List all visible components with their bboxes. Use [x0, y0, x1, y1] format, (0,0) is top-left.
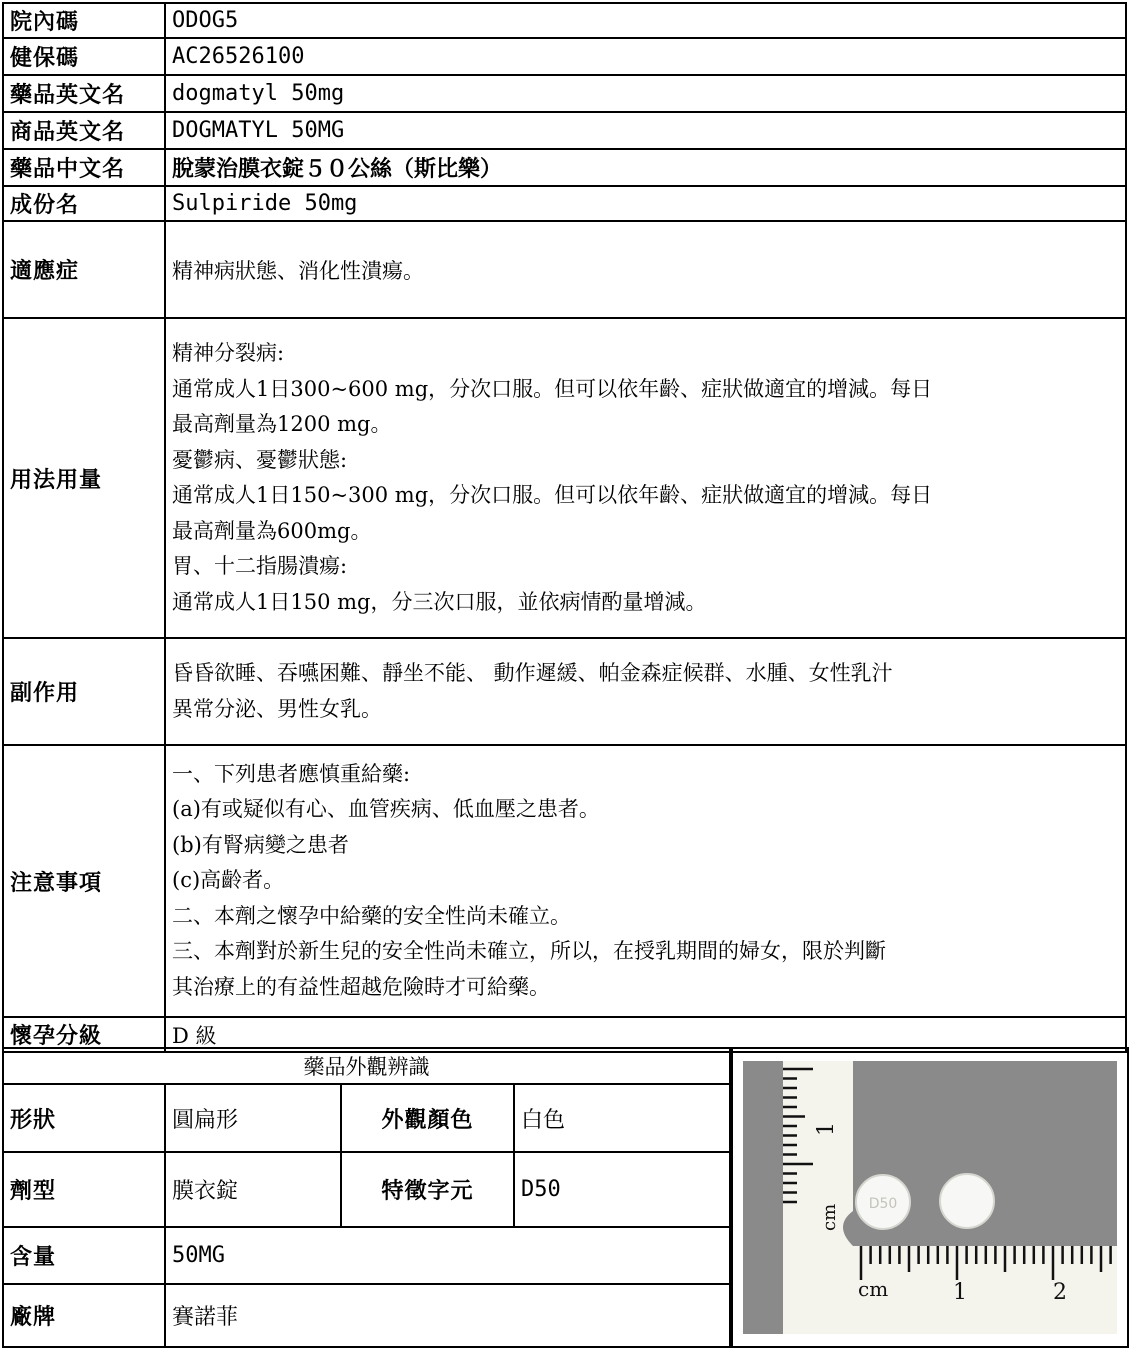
- product-english-name-label: 商品英文名: [3, 112, 165, 149]
- tablet-back: [940, 1174, 994, 1228]
- dosage-form-value: 膜衣錠: [165, 1152, 341, 1227]
- precautions-line: 二、本劑之懷孕中給藥的安全性尚未確立。: [172, 903, 571, 928]
- dosage-line: 通常成人1日150~300 mg，分次口服。但可以依年齡、症狀做適宜的增減。每日: [172, 483, 933, 507]
- ruler-horizontal-mark-1: 1: [953, 1280, 967, 1305]
- row-indication: [3, 221, 1126, 318]
- drug-english-name-label: 藥品英文名: [3, 75, 165, 112]
- ruler-vertical-unit: cm: [819, 1203, 840, 1231]
- color-label: 外觀顏色: [341, 1084, 514, 1152]
- precautions-line: 其治療上的有益性超越危險時才可給藥。: [172, 974, 550, 999]
- row-form-imprint: [3, 1152, 730, 1227]
- hospital-code-label: 院內碼: [3, 3, 165, 38]
- hospital-code-value: ODOG5: [165, 3, 1126, 38]
- drug-info-table: [2, 2, 1127, 1053]
- strength-label: 含量: [3, 1227, 165, 1284]
- precautions-line: (c)高齡者。: [172, 868, 285, 893]
- dosage-line: 通常成人1日150 mg，分三次口服，並依病情酌量增減。: [172, 589, 707, 614]
- row-drug-chinese-name: [3, 149, 1126, 186]
- side-effects-text: [165, 638, 1126, 745]
- row-nhi-code: [3, 38, 1126, 75]
- row-hospital-code: [3, 3, 1126, 38]
- imprint-value: D50: [514, 1152, 730, 1227]
- pill-photo: [743, 1061, 1117, 1334]
- indication-label: 適應症: [3, 221, 165, 318]
- precautions-line: (a)有或疑似有心、血管疾病、低血壓之患者。: [172, 797, 600, 822]
- shape-value: 圓扁形: [165, 1084, 341, 1152]
- precautions-line: 三、本劑對於新生兒的安全性尚未確立，所以，在授乳期間的婦女，限於判斷: [172, 939, 886, 964]
- appearance-table: [2, 1047, 731, 1348]
- dosage-label: 用法用量: [3, 318, 165, 638]
- row-ingredient: [3, 186, 1126, 221]
- ruler-vertical-mark: 1: [814, 1122, 839, 1136]
- row-brand: [3, 1284, 730, 1347]
- dosage-line: 最高劑量為600mg。: [172, 518, 372, 543]
- ruler-horizontal-unit: cm: [858, 1277, 889, 1301]
- imprint-label: 特徵字元: [341, 1152, 514, 1227]
- tablet-imprint: D50: [868, 1196, 898, 1212]
- indication-value: 精神病狀態、消化性潰瘍。: [165, 221, 1126, 318]
- dosage-form-label: 劑型: [3, 1152, 165, 1227]
- side-effects-label: 副作用: [3, 638, 165, 745]
- brand-value: 賽諾菲: [165, 1284, 730, 1347]
- nhi-code-value: AC26526100: [165, 38, 1126, 75]
- row-shape-color: [3, 1084, 730, 1152]
- dosage-line: 精神分裂病:: [172, 341, 285, 365]
- strength-value: 50MG: [165, 1227, 730, 1284]
- color-value: 白色: [514, 1084, 730, 1152]
- appearance-header-row: [3, 1048, 730, 1084]
- row-side-effects: [3, 638, 1126, 745]
- brand-label: 廠牌: [3, 1284, 165, 1347]
- dosage-line: 憂鬱病、憂鬱狀態:: [172, 447, 348, 472]
- pregnancy-category-value: D 級: [165, 1017, 1126, 1052]
- row-drug-english-name: [3, 75, 1126, 112]
- drug-english-name-value: dogmatyl 50mg: [165, 75, 1126, 112]
- pregnancy-category-label: 懷孕分級: [3, 1017, 165, 1052]
- ingredient-value: Sulpiride 50mg: [165, 186, 1126, 221]
- ingredient-label: 成份名: [3, 186, 165, 221]
- ruler-horizontal-mark-2: 2: [1053, 1280, 1067, 1305]
- nhi-code-label: 健保碼: [3, 38, 165, 75]
- precautions-text: [165, 745, 1126, 1017]
- precautions-label: 注意事項: [3, 745, 165, 1017]
- appearance-title: 藥品外觀辨識: [3, 1048, 730, 1084]
- dosage-line: 最高劑量為1200 mg。: [172, 412, 392, 436]
- dosage-text: [165, 318, 1126, 638]
- row-precautions: [3, 745, 1126, 1017]
- precautions-line: (b)有腎病變之患者: [172, 832, 349, 857]
- side-effects-line: 昏昏欲睡、吞嚥困難、靜坐不能、 動作遲緩、帕金森症候群、水腫、女性乳汁: [172, 661, 893, 685]
- shape-label: 形狀: [3, 1084, 165, 1152]
- side-effects-line: 異常分泌、男性女乳。: [172, 696, 382, 721]
- pill-photo-frame: [731, 1047, 1129, 1348]
- product-english-name-value: DOGMATYL 50MG: [165, 112, 1126, 149]
- dosage-line: 胃、十二指腸潰瘍:: [172, 554, 348, 578]
- drug-chinese-name-label: 藥品中文名: [3, 149, 165, 186]
- row-strength: [3, 1227, 730, 1284]
- dosage-line: 通常成人1日300~600 mg，分次口服。但可以依年齡、症狀做適宜的增減。每日: [172, 376, 933, 401]
- precautions-line: 一、下列患者應慎重給藥:: [172, 761, 411, 786]
- drug-chinese-name-value: 脫蒙治膜衣錠５０公絲（斯比樂）: [165, 149, 1126, 186]
- row-product-english-name: [3, 112, 1126, 149]
- row-dosage: [3, 318, 1126, 638]
